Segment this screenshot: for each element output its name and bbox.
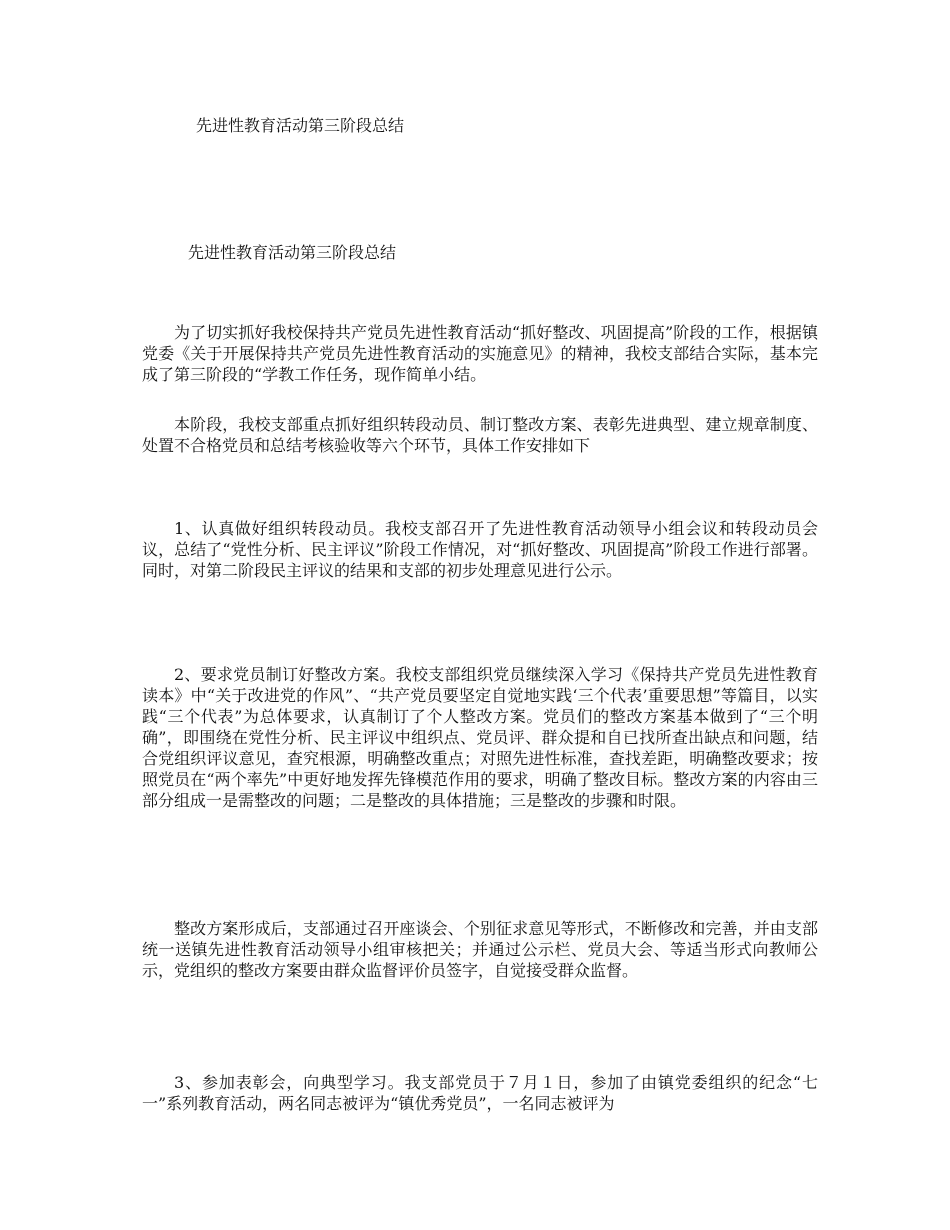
page-header-title: 先进性教育活动第三阶段总结 (196, 116, 405, 135)
paragraph-section-1: 1、认真做好组织转段动员。我校支部召开了先进性教育活动领导小组会议和转段动员会议，总结了“党性分析、民主评议”阶段工作情况，对“抓好整改、巩固提高”阶段工作进行部署。同时，对第二阶段民主评议的结果和支部的初步处理意见进行公示。 (142, 519, 818, 580)
paragraph-section-2: 2、要求党员制订好整改方案。我校支部组织党员继续深入学习《保持共产党员先进性教育读本》中“关于改进党的作风”、“共产党员要坚定自觉地实践‘三个代表’重要思想”等篇目，以实践“三个代表”为总体要求，认真制订了个人整改方案。党员们的整改方案基本做到了“三个明确”，即围绕在党性分析、民主评议中组织点、党员评、群众提和自已找所查出缺点和问题，结合党组织评议意见，查究根源，明确整改重点；对照先进性标准，查找差距，明确整改要求；按照党员在“两个率先”中更好地发挥先锋模范作用的要求，明确了整改目标。整改方案的内容由三部分组成一是需整改的问题；二是整改的具体措施；三是整改的步骤和时限。 (142, 665, 818, 810)
document-title: 先进性教育活动第三阶段总结 (188, 243, 397, 262)
paragraph-intro: 为了切实抓好我校保持共产党员先进性教育活动“抓好整改、巩固提高”阶段的工作，根据镇党委《关于开展保持共产党员先进性教育活动的实施意见》的精神，我校支部结合实际，基本完成了第三阶段的“学教工作任务，现作简单小结。 (142, 323, 818, 384)
paragraph-overview: 本阶段，我校支部重点抓好组织转段动员、制订整改方案、表彰先进典型、建立规章制度、处置不合格党员和总结考核验收等六个环节，具体工作安排如下 (142, 415, 818, 455)
paragraph-section-2-followup: 整改方案形成后，支部通过召开座谈会、个别征求意见等形式，不断修改和完善，并由支部统一送镇先进性教育活动领导小组审核把关；并通过公示栏、党员大会、等适当形式向教师公示，党组织的整改方案要由群众监督评价员签字，自觉接受群众监督。 (142, 919, 818, 980)
paragraph-section-3: 3、参加表彰会，向典型学习。我支部党员于７月１日，参加了由镇党委组织的纪念“七一”系列教育活动，两名同志被评为“镇优秀党员”，一名同志被评为 (142, 1073, 818, 1113)
